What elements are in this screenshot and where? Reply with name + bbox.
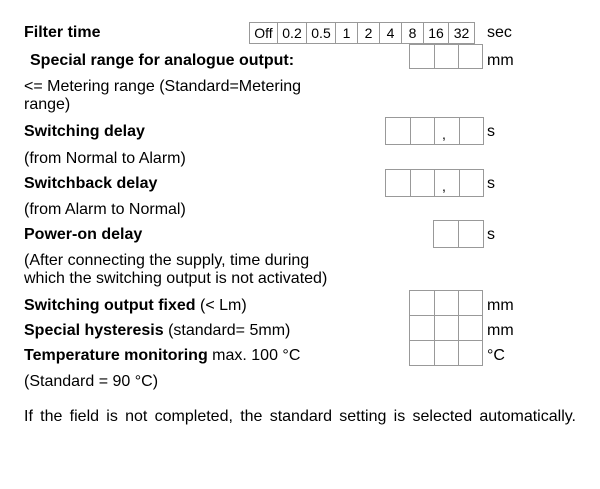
analogue-range-label: Special range for analogue output: [30,52,295,69]
switchback-delay-label: Switchback delay [24,175,158,192]
analogue-range-input[interactable] [409,44,483,69]
default-setting-note: If the field is not completed, the standard setting is selected automatically. [24,408,576,425]
poweron-delay-desc-1: (After connecting the supply, time during [24,252,310,269]
temperature-suffix: max. 100 °C [207,347,301,364]
hysteresis-label: Special hysteresis [24,322,164,339]
switching-delay-unit: s [487,123,495,140]
filter-time-label: Filter time [24,24,101,41]
switching-fixed-unit: mm [487,297,514,314]
analogue-range-desc-2: range) [24,96,71,113]
filter-option-off[interactable]: Off [250,23,278,43]
filter-option-8[interactable]: 8 [402,23,424,43]
temperature-row [24,347,300,365]
filter-option-2[interactable]: 2 [358,23,380,43]
switchback-delay-decimal: , [442,178,446,194]
filter-option-32[interactable]: 32 [453,25,470,41]
temperature-unit: °C [487,347,505,364]
poweron-delay-input[interactable] [433,220,484,248]
analogue-range-desc-1: <= Metering range (Standard=Metering [24,78,302,95]
hysteresis-suffix: (standard= 5mm) [163,322,291,339]
hysteresis-input[interactable] [409,315,483,341]
poweron-delay-unit: s [487,226,495,243]
switchback-delay-unit: s [487,175,495,192]
switching-fixed-input[interactable] [409,290,483,316]
poweron-delay-desc-2: which the switching output is not activated) [24,270,328,287]
switching-delay-desc: (from Normal to Alarm) [24,150,186,167]
switching-delay-input[interactable] [385,117,484,145]
poweron-delay-label: Power-on delay [24,226,143,243]
filter-option-0-2[interactable]: 0.2 [278,23,307,43]
temperature-label: Temperature monitoring [24,347,208,364]
filter-option-16[interactable]: 16 [424,23,449,43]
switchback-delay-input[interactable] [385,169,484,197]
hysteresis-row [24,322,290,340]
filter-option-1[interactable]: 1 [336,23,358,43]
temperature-desc: (Standard = 90 °C) [24,373,159,390]
switchback-delay-desc: (from Alarm to Normal) [24,201,186,218]
filter-option-4[interactable]: 4 [380,23,402,43]
switching-fixed-suffix: (< Lm) [195,297,247,314]
switching-delay-decimal: , [442,126,446,142]
temperature-input[interactable] [409,340,483,366]
hysteresis-unit: mm [487,322,514,339]
switching-delay-label: Switching delay [24,123,145,140]
switching-fixed-label: Switching output fixed [24,297,196,314]
filter-time-unit: sec [487,24,512,41]
analogue-range-unit: mm [487,52,514,69]
filter-time-options[interactable] [249,22,475,44]
filter-option-0-5[interactable]: 0.5 [307,23,336,43]
switching-fixed-row [24,297,247,315]
